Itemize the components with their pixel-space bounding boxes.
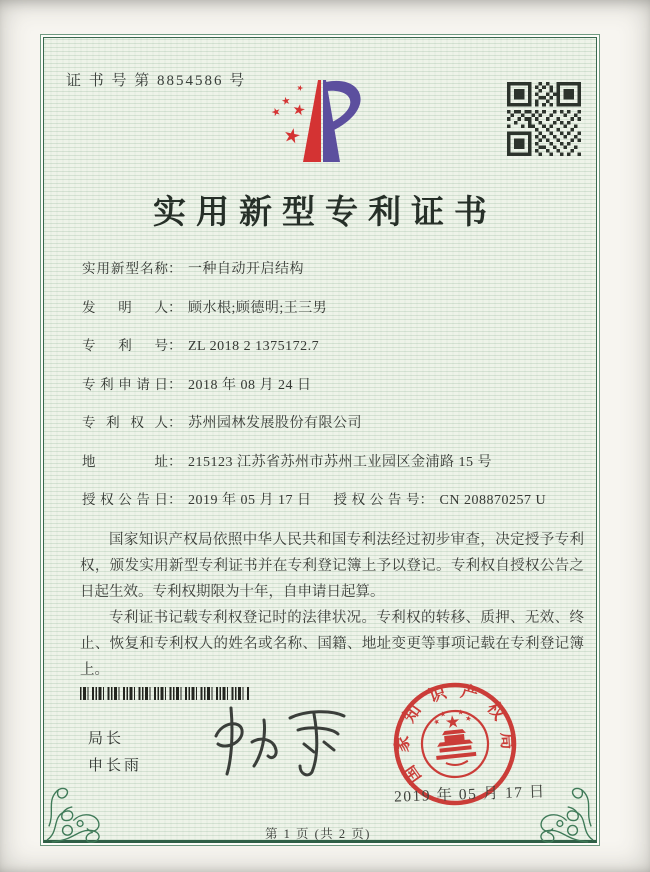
certificate-fields	[82, 257, 594, 527]
legal-text	[80, 527, 584, 683]
field-row-patent-number	[82, 334, 594, 353]
field-label: 专利号	[82, 338, 168, 353]
page-number: 第 1 页 (共 2 页)	[265, 827, 371, 841]
field-colon: ：	[168, 377, 182, 393]
field-label: 实用新型名称	[82, 261, 168, 276]
grant-date-value: 2019 年 05 月 17 日	[188, 493, 312, 508]
director-signature-icon	[186, 696, 358, 788]
field-label: 授权公告号	[333, 492, 420, 507]
qr-code	[507, 82, 581, 156]
field-row-application-date	[82, 373, 594, 392]
field-colon: ：	[168, 339, 182, 354]
field-colon: ：	[168, 493, 182, 508]
field-label: 地址	[82, 453, 168, 469]
field-row-grant	[82, 488, 594, 507]
certificate-title: 实用新型专利证书	[153, 195, 497, 231]
field-row-utility-model-name	[82, 257, 594, 276]
field-value: 一种自动开启结构	[188, 262, 304, 277]
field-value: 2018 年 08 月 24 日	[188, 377, 312, 393]
svg-text:国家知识产权局: 国家知识产权局	[392, 681, 518, 787]
field-row-patentee	[82, 411, 594, 430]
field-value: 215123 江苏省苏州市苏州工业园区金浦路 15 号	[188, 454, 492, 470]
director-title: 局长	[88, 731, 125, 747]
field-label: 专利申请日	[82, 376, 168, 392]
seal-date: 2019 年 05 月 17 日	[393, 783, 547, 806]
certificate-number: 证 书 号 第 8854586 号	[66, 73, 247, 89]
field-row-address	[82, 450, 594, 469]
field-colon: ：	[419, 493, 434, 508]
field-value: 苏州园林发展股份有限公司	[188, 416, 362, 431]
field-colon: ：	[168, 416, 182, 431]
legal-paragraph-2: 专利证书记载专利权登记时的法律状况。专利权的转移、质押、无效、终止、恢复和专利权人的姓名或名称、国籍、地址变更等事项记载在专利登记簿上。	[80, 610, 584, 678]
field-colon: ：	[168, 300, 182, 316]
field-label: 授权公告日	[82, 492, 168, 507]
grant-number-value: CN 208870257 U	[439, 493, 547, 508]
cnipa-logo-icon	[266, 74, 386, 170]
field-value: ZL 2018 2 1375172.7	[188, 339, 320, 354]
director-block	[88, 726, 142, 780]
field-value: 顾水根;顾德明;王三男	[188, 300, 328, 316]
director-name: 申长雨	[88, 758, 143, 774]
field-label: 发明人	[82, 299, 168, 315]
field-row-inventors	[82, 296, 594, 315]
grant-number-pair	[334, 488, 547, 509]
field-colon: ：	[168, 262, 182, 277]
legal-paragraph-1: 国家知识产权局依照中华人民共和国专利法经过初步审查，决定授予专利权，颁发实用新型专利证书并在专利登记簿上予以登记。专利权自授权公告之日起生效。专利权期限为十年，自申请日起算。	[80, 532, 584, 600]
field-colon: ：	[168, 454, 182, 470]
field-label: 专利权人	[82, 415, 168, 430]
